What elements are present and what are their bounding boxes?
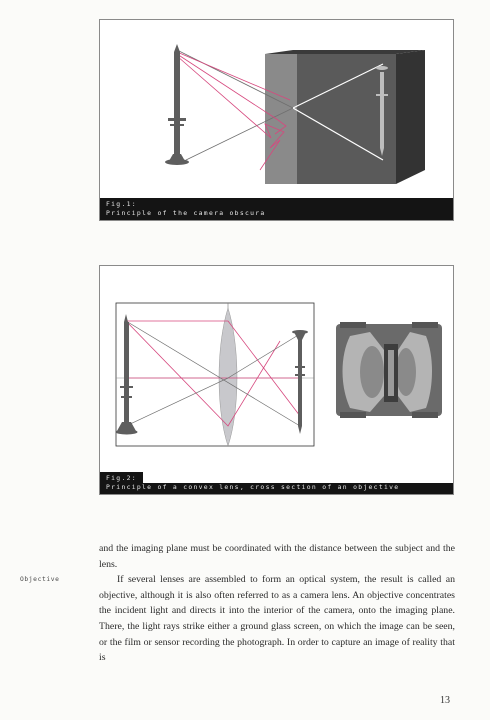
body-text	[99, 541, 455, 666]
figure-2-caption-text: Principle of a convex lens, cross section of an objective	[100, 483, 453, 495]
camera-obscura-illustration	[100, 20, 453, 220]
figure-1-number: Fig.1:	[106, 200, 137, 208]
objective-cross-section	[336, 322, 442, 418]
convex-lens-illustration	[100, 266, 453, 494]
figure-2	[99, 265, 454, 495]
lens-candle-left	[116, 314, 138, 435]
box-side-face	[396, 50, 425, 184]
paragraph-2: If several lenses are assembled to form an optical system, the result is called an objective, although it is also often referred to as a camera lens. An objective concentrates the incident light and directs it into the interior of the camera, onto the imaging plane. There, the light rays strike either a ground glass screen, on which the image can be seen, or the film or sensor recording the photograph. In order to capture an image of reality that is	[99, 574, 455, 664]
figure-1	[99, 19, 454, 221]
candle-left	[165, 44, 189, 165]
paragraph-1: and the imaging plane must be coordinated with the distance between the subject and the lens.	[99, 543, 455, 570]
figure-1-caption-text: Principle of the camera obscura	[106, 208, 266, 217]
margin-note-objective: Objective	[20, 576, 60, 583]
lens-candle-right-inverted	[292, 330, 308, 434]
figure-1-caption	[100, 198, 453, 220]
figure-2-number: Fig.2:	[100, 472, 143, 483]
page-number: 13	[440, 695, 450, 706]
figure-2-caption	[100, 472, 453, 494]
